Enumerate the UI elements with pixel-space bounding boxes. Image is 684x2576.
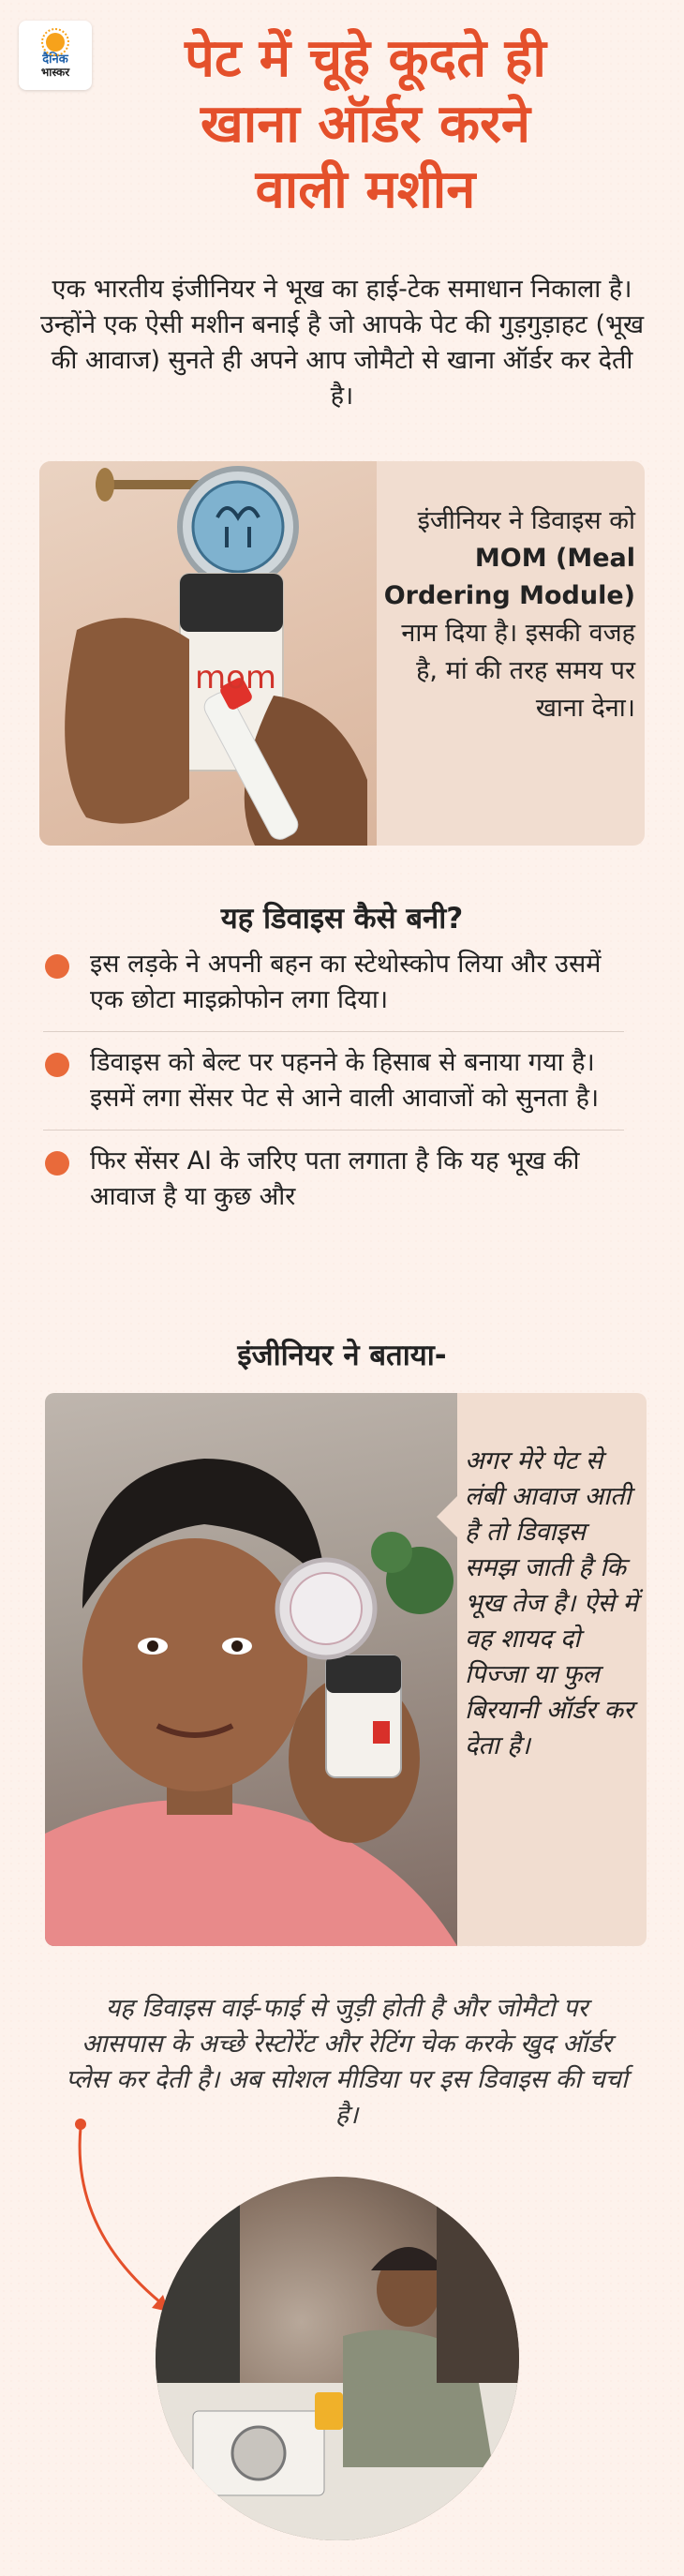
headline-line1: पेट में चूहे कूदते ही bbox=[185, 28, 546, 89]
list-item bbox=[43, 1144, 624, 1228]
section-engineer-heading: इंजीनियर ने बताया- bbox=[237, 1339, 447, 1372]
bullet-text: डिवाइस को बेल्ट पर पहनने के हिसाब से बनाया गया है। इसमें लगा सेंसर पेट से आने वाली आवाजों को सुनता है। bbox=[90, 1048, 600, 1113]
outro-paragraph: यह डिवाइस वाई-फाई से जुड़ी होती है और जोमैटो पर आसपास के अच्छे रेस्टोरेंट और रेटिंग चेक करके खुद ऑर्डर प्लेस कर देती है। अब सोशल मीडिया पर इस डिवाइस की चर्चा है। bbox=[66, 1994, 628, 2130]
workshop-illustration bbox=[156, 2177, 519, 2540]
logo-text-line2: भास्कर bbox=[40, 65, 70, 79]
bullet-dot-icon bbox=[45, 1053, 69, 1077]
engineer-illustration bbox=[45, 1393, 457, 1946]
intro-paragraph: एक भारतीय इंजीनियर ने भूख का हाई-टेक समाधान निकाला है। उन्होंने एक ऐसी मशीन बनाई है जो आपके पेट की गुड़गुड़ाहट (भूख की आवाज) सुनते ही अपने आप जोमैटो से खाना ऑर्डर कर देती है। bbox=[39, 275, 645, 411]
device-name-card bbox=[39, 461, 645, 846]
sun-logo-icon bbox=[46, 33, 65, 52]
device-photo bbox=[39, 461, 377, 846]
headline-line2: खाना ऑर्डर करने bbox=[200, 94, 531, 155]
bullet-dot-icon bbox=[45, 1151, 69, 1176]
device-name-text bbox=[382, 502, 635, 727]
device-name-bold: MOM (Meal Ordering Module) bbox=[383, 544, 635, 610]
how-bullet-list bbox=[43, 947, 624, 1241]
section-how-heading: यह डिवाइस कैसे बनी? bbox=[220, 902, 464, 936]
engineer-photo bbox=[45, 1393, 457, 1946]
logo-text-line1: दैनिक bbox=[42, 52, 68, 67]
bullet-text: इस लड़के ने अपनी बहन का स्टेथोस्कोप लिया और उसमें एक छोटा माइक्रोफोन लगा दिया। bbox=[90, 950, 602, 1014]
engineer-quote-text: अगर मेरे पेट से लंबी आवाज आती है तो डिवाइस समझ जाती है कि भूख तेज है। ऐसे में वह शायद दो पिज्जा या फुल बिरयानी ऑर्डर कर देता है। bbox=[465, 1446, 638, 1760]
list-item bbox=[43, 947, 624, 1032]
device-name-text-before: इंजीनियर ने डिवाइस को bbox=[417, 506, 635, 535]
headline-line3: वाली मशीन bbox=[255, 159, 476, 220]
dainik-bhaskar-logo bbox=[19, 21, 92, 90]
device-illustration bbox=[39, 461, 377, 846]
list-item bbox=[43, 1045, 624, 1131]
bullet-dot-icon bbox=[45, 954, 69, 979]
workshop-photo bbox=[156, 2177, 519, 2540]
bullet-text: फिर सेंसर AI के जरिए पता लगाता है कि यह भूख की आवाज है या कुछ और bbox=[90, 1146, 580, 1211]
device-label-mom: mom bbox=[195, 659, 277, 696]
headline bbox=[103, 26, 628, 223]
device-name-text-after: नाम दिया है। इसकी वजह है, मां की तरह समय पर खाना देना। bbox=[401, 619, 635, 723]
curved-arrow-icon bbox=[66, 2115, 178, 2321]
engineer-quote-card bbox=[45, 1393, 647, 1946]
